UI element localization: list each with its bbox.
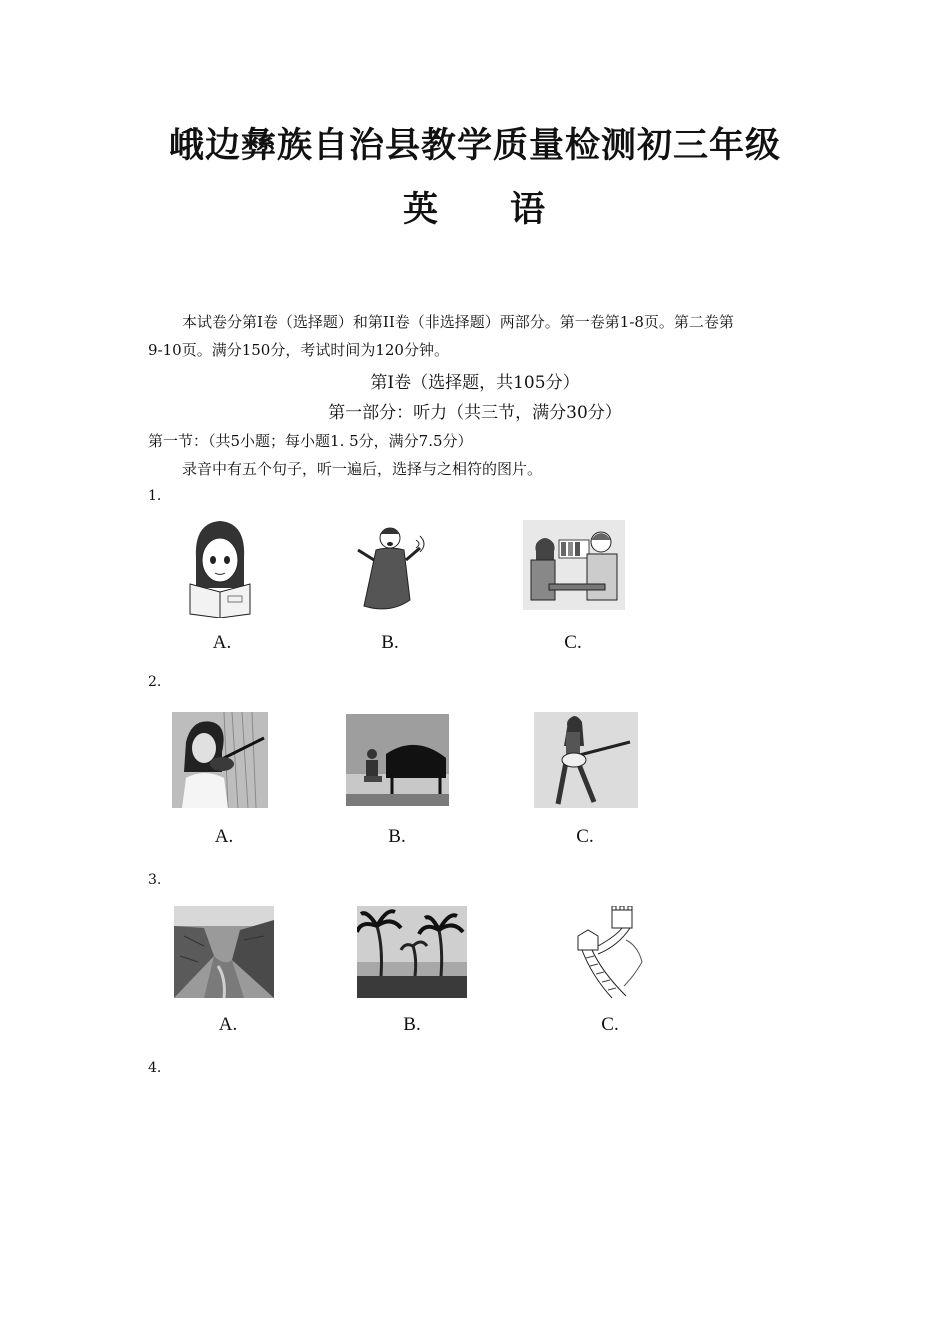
girl-reading-image bbox=[186, 518, 254, 618]
subsection-title: 第一节：（共5小题；每小题1. 5分，满分7.5分） bbox=[148, 432, 473, 450]
great-wall-image bbox=[572, 906, 648, 1000]
intro-paragraph bbox=[148, 308, 808, 364]
option-b-label: B. bbox=[403, 1014, 421, 1035]
part-title: 第一部分：听力（共三节，满分30分） bbox=[328, 403, 622, 423]
subject-title bbox=[0, 182, 950, 232]
option-c-label: C. bbox=[601, 1014, 619, 1035]
boy-piano-image bbox=[346, 714, 449, 806]
option-a-label: A. bbox=[218, 1014, 238, 1035]
girl-violin-image bbox=[172, 712, 268, 808]
instruction-text: 录音中有五个句子，听一遍后，选择与之相符的图片。 bbox=[182, 460, 543, 478]
option-b-label: B. bbox=[388, 826, 406, 847]
question-number: 3. bbox=[148, 872, 162, 888]
exam-title: 峨边彝族自治县教学质量检测初三年级 bbox=[168, 126, 781, 166]
question-number: 1. bbox=[148, 488, 162, 504]
girl-guitar-image bbox=[534, 712, 638, 808]
option-a-label: A. bbox=[214, 826, 234, 847]
subject-char-2: 语 bbox=[510, 190, 548, 230]
intro-line-2: 9-10页。满分150分，考试时间为120分钟。 bbox=[148, 341, 449, 359]
volume-title: 第Ⅰ卷（选择题，共105分） bbox=[370, 373, 580, 393]
subject-char-1: 英 bbox=[402, 190, 440, 230]
option-c-label: C. bbox=[564, 632, 582, 653]
question-number: 4. bbox=[148, 1060, 162, 1076]
woman-singing-image bbox=[350, 520, 430, 614]
option-b-label: B. bbox=[381, 632, 399, 653]
palm-beach-image bbox=[357, 906, 467, 998]
canyon-image bbox=[174, 906, 274, 998]
option-a-label: A. bbox=[212, 632, 232, 653]
intro-line-1: 本试卷分第Ⅰ卷（选择题）和第II卷（非选择题）两部分。第一卷第1-8页。第二卷第 bbox=[182, 313, 734, 331]
question-number: 2. bbox=[148, 674, 162, 690]
teacher-student-image bbox=[523, 520, 625, 610]
option-c-label: C. bbox=[576, 826, 594, 847]
